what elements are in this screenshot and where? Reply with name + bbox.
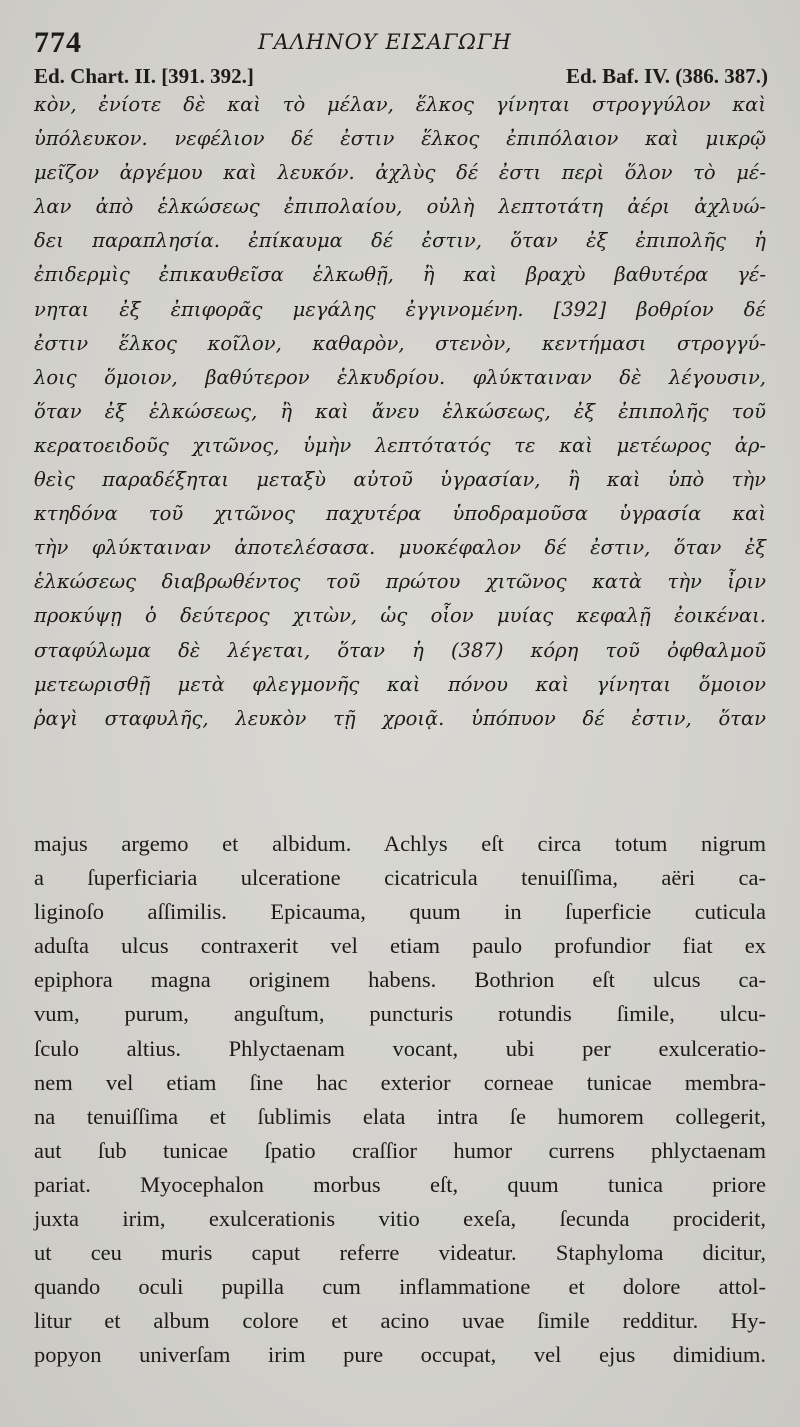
running-title: ΓΑΛΗΝΟΥ ΕΙΣΑΓΩΓΗ (258, 30, 512, 54)
greek-text-line: ὑπόλευκον. νεφέλιον δέ ἐστιν ἕλκος ἐπιπόλαιον καὶ μικρῷ (34, 127, 766, 151)
edition-chartier-reference: Ed. Chart. II. [391. 392.] (34, 64, 254, 88)
latin-text-line: nem vel etiam ſine hac exterior corneae tunicae membra- (34, 1069, 766, 1095)
greek-text-line: ὅταν ἐξ ἑλκώσεως, ἢ καὶ ἄνευ ἑλκώσεως, ἐξ ἐπιπολῆς τοῦ (34, 399, 766, 423)
latin-text-line: quando oculi pupilla cum inflammatione et dolore attol- (34, 1274, 766, 1300)
latin-text-line: aut ſub tunicae ſpatio craſſior humor currens phlyctaenam (34, 1137, 766, 1163)
greek-text-line: δει παραπλησία. ἐπίκαυμα δέ ἐστιν, ὅταν ἐξ ἐπιπολῆς ἡ (34, 229, 766, 253)
latin-translation-block (34, 827, 766, 1373)
edition-basel-reference: Ed. Baf. IV. (386. 387.) (565, 64, 768, 88)
latin-text-line: majus argemo et albidum. Achlys eſt circa totum nigrum (34, 831, 766, 856)
greek-text-line: λαν ἀπὸ ἑλκώσεως ἐπιπολαίου, οὐλὴ λεπτοτάτη ἀέρι ἀχλυώ- (34, 195, 766, 219)
latin-text-line: vum, purum, anguſtum, puncturis rotundis ſimile, ulcu- (34, 1001, 766, 1027)
greek-text-line: τὴν φλύκταιναν ἀποτελέσασα. μυοκέφαλον δέ ἐστιν, ὅταν ἐξ (34, 536, 766, 560)
greek-text-line: ἐπιδερμὶς ἐπικαυθεῖσα ἑλκωθῇ, ἢ καὶ βραχὺ βαθυτέρα γέ- (34, 263, 766, 287)
latin-text-line: pariat. Myocephalon morbus eſt, quum tunica priore (34, 1171, 766, 1197)
latin-text-line: ſculo altius. Phlyctaenam vocant, ubi per exulceratio- (34, 1035, 766, 1061)
greek-text-line: ἐστιν ἕλκος κοῖλον, καθαρὸν, στενὸν, κεντήμασι στρογγύ- (34, 331, 766, 355)
greek-text-line: μεῖζον ἀργέμου καὶ λευκόν. ἀχλὺς δέ ἐστι περὶ ὅλον τὸ μέ- (34, 161, 766, 185)
greek-text-line: κτηδόνα τοῦ χιτῶνος παχυτέρα ὑποδραμοῦσα ὑγρασία καὶ (34, 502, 766, 526)
greek-text-line: νηται ἐξ ἐπιφορᾶς μεγάλης ἐγγινομένη. [392] βοθρίον δέ (34, 297, 766, 321)
greek-text-line: σταφύλωμα δὲ λέγεται, ὅταν ἡ (387) κόρη τοῦ ὀφθαλμοῦ (34, 638, 766, 662)
greek-text-line: μετεωρισθῇ μετὰ φλεγμονῆς καὶ πόνου καὶ γίνηται ὅμοιον (34, 672, 766, 696)
latin-text-line: juxta irim, exulcerationis vitio exeſa, ſecunda prociderit, (34, 1206, 766, 1232)
greek-text-line: προκύψῃ ὁ δεύτερος χιτὼν, ὡς οἷον μυίας κεφαλῇ ἐοικέναι. (34, 604, 766, 628)
latin-text-line: liginoſo aſſimilis. Epicauma, quum in ſuperficie cuticula (34, 899, 766, 925)
greek-text-line: λοις ὅμοιον, βαθύτερον ἑλκυδρίου. φλύκταιναν δὲ λέγουσιν, (34, 365, 766, 389)
latin-text-line: litur et album colore et acino uvae ſimile redditur. Hy- (34, 1308, 766, 1334)
greek-text-block (34, 88, 766, 736)
greek-text-line: ῥαγὶ σταφυλῆς, λευκὸν τῇ χροιᾷ. ὑπόπυον δέ ἐστιν, ὅταν (34, 706, 766, 730)
page-number: 774 (34, 26, 82, 59)
greek-text-line: κὸν, ἐνίοτε δὲ καὶ τὸ μέλαν, ἕλκος γίνηται στρογγύλον καὶ (34, 93, 766, 116)
latin-text-line: ut ceu muris caput referre videatur. Staphyloma dicitur, (34, 1240, 766, 1266)
latin-text-line: na tenuiſſima et ſublimis elata intra ſe humorem collegerit, (34, 1103, 766, 1129)
latin-text-line: a ſuperficiaria ulceratione cicatricula tenuiſſima, aëri ca- (34, 865, 766, 891)
latin-text-line: epiphora magna originem habens. Bothrion eſt ulcus ca- (34, 967, 766, 993)
latin-text-line: popyon univerſam irim pure occupat, vel ejus dimidium. (34, 1342, 766, 1368)
greek-text-line: κερατοειδοῦς χιτῶνος, ὑμὴν λεπτότατός τε καὶ μετέωρος ἀρ- (34, 433, 766, 457)
greek-text-line: ἑλκώσεως διαβρωθέντος τοῦ πρώτου χιτῶνος κατὰ τὴν ἶριν (34, 570, 766, 594)
edition-reference-line (34, 64, 768, 90)
latin-text-line: aduſta ulcus contraxerit vel etiam paulo profundior fiat ex (34, 933, 766, 959)
greek-text-line: θεὶς παραδέξηται μεταξὺ αὐτοῦ ὑγρασίαν, ἢ καὶ ὑπὸ τὴν (34, 468, 766, 492)
page-header (34, 26, 774, 66)
